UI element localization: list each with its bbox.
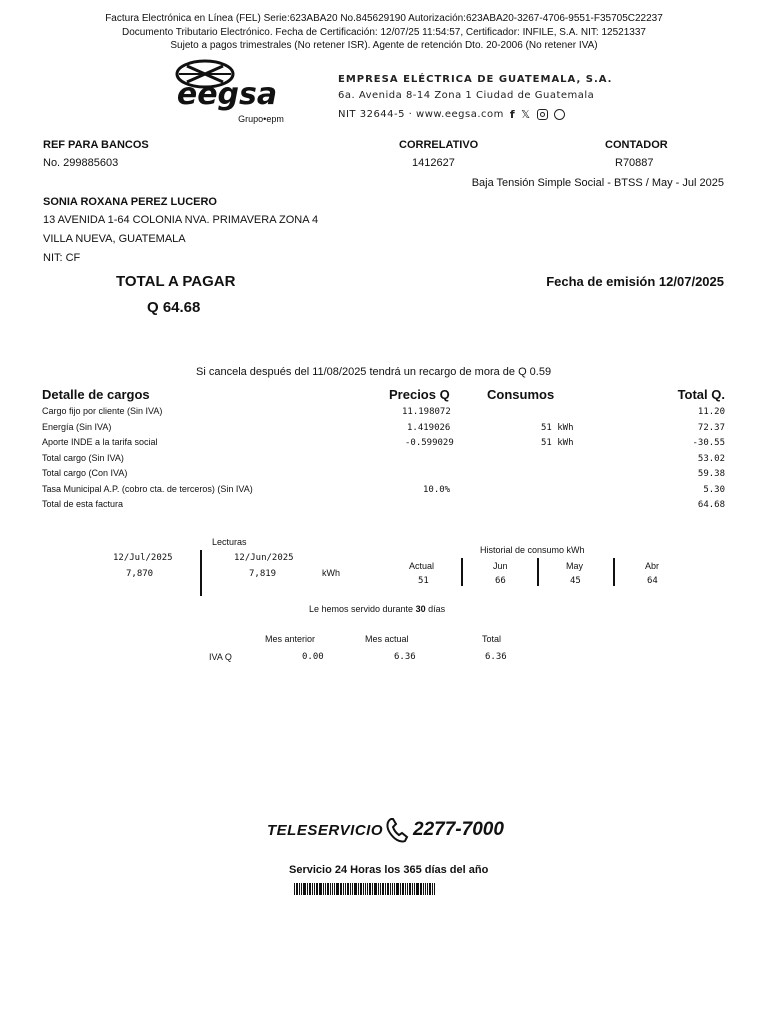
total-label: TOTAL A PAGAR	[116, 273, 236, 290]
history-month-label: Abr	[645, 561, 660, 571]
charge-row-desc: Cargo fijo por cliente (Sin IVA)	[42, 406, 163, 416]
reading-value-previous: 7,819	[249, 569, 277, 579]
charge-row-consumo: 51 kWh	[541, 438, 574, 448]
charge-row-desc: Total cargo (Sin IVA)	[42, 453, 124, 463]
company-nit-web-text: NIT 32644-5 · www.eegsa.com	[338, 109, 504, 120]
service-days	[309, 604, 445, 614]
charge-row-desc: Total cargo (Con IVA)	[42, 468, 128, 478]
charge-row-total: 64.68	[697, 500, 725, 510]
history-divider	[613, 558, 615, 586]
facebook-icon: f	[509, 108, 516, 121]
customer-name: SONIA ROXANA PEREZ LUCERO	[43, 196, 217, 208]
customer-address-2: VILLA NUEVA, GUATEMALA	[43, 233, 186, 245]
actual-value: 51	[418, 576, 429, 586]
history-month-value: 45	[570, 576, 581, 586]
charges-header-precios: Precios Q	[389, 387, 450, 402]
fecha-emision: Fecha de emisión 12/07/2025	[546, 274, 724, 289]
lecturas-title: Lecturas	[212, 537, 247, 547]
iva-total-value: 6.36	[485, 652, 507, 662]
tarifa-period: Baja Tensión Simple Social - BTSS / May - Jul 2025	[471, 177, 724, 189]
historial-title: Historial de consumo kWh	[480, 545, 585, 555]
iva-header-prev: Mes anterior	[265, 634, 316, 644]
reading-date-previous: 12/Jun/2025	[234, 553, 294, 563]
history-month-value: 66	[495, 576, 506, 586]
iva-header-curr: Mes actual	[365, 634, 409, 644]
iva-prev-value: 0.00	[302, 652, 324, 662]
charge-row-desc: Aporte INDE a la tarifa social	[42, 437, 158, 447]
service-days-count: 30	[415, 604, 426, 614]
history-month-value: 64	[647, 576, 658, 586]
barcode	[294, 883, 474, 895]
ref-bancos-label: REF PARA BANCOS	[43, 139, 149, 151]
charges-header-total: Total Q.	[677, 387, 725, 402]
reading-value-current: 7,870	[126, 569, 154, 579]
charge-row-price: 1.419026	[407, 423, 451, 433]
history-divider	[461, 558, 463, 586]
teleservicio-banner	[267, 815, 504, 845]
fel-header-line-3: Sujeto a pagos trimestrales (No retener ISR). Agente de retención Dto. 20-2006 (No retener IVA)	[170, 40, 598, 51]
total-amount: Q 64.68	[147, 299, 201, 316]
charges-header-detalle: Detalle de cargos	[42, 387, 150, 402]
eegsa-wordmark: eegsa	[176, 77, 278, 112]
charge-row-desc: Total de esta factura	[42, 499, 124, 509]
instagram-icon	[537, 109, 548, 120]
actual-label: Actual	[409, 561, 435, 571]
iva-header-total: Total	[482, 634, 502, 644]
contador-label: CONTADOR	[605, 139, 668, 151]
readings-divider	[200, 550, 202, 596]
company-name: EMPRESA ELÉCTRICA DE GUATEMALA, S.A.	[338, 74, 613, 85]
eegsa-logo	[165, 58, 295, 126]
charge-row-total: 53.02	[697, 454, 725, 464]
iva-label: IVA Q	[209, 652, 232, 662]
ref-bancos-value: No. 299885603	[43, 157, 119, 169]
customer-address-1: 13 AVENIDA 1-64 COLONIA NVA. PRIMAVERA ZONA 4	[43, 214, 319, 226]
customer-nit: NIT: CF	[43, 252, 81, 264]
whatsapp-icon	[554, 109, 565, 120]
history-divider	[537, 558, 539, 586]
charges-header-consumos: Consumos	[487, 387, 555, 402]
reading-unit: kWh	[322, 568, 340, 578]
charge-row-total: 5.30	[703, 485, 725, 495]
grupo-epm-mark: Grupo•epm	[238, 114, 284, 124]
charge-row-price: 11.198072	[402, 407, 451, 417]
charge-row-price: -0.599029	[405, 438, 454, 448]
reading-date-current: 12/Jul/2025	[113, 553, 173, 563]
phone-icon	[385, 815, 411, 845]
charge-row-total: 59.38	[697, 469, 725, 479]
x-icon: 𝕏	[521, 108, 531, 121]
correlativo-value: 1412627	[412, 157, 455, 169]
correlativo-label: CORRELATIVO	[399, 139, 479, 151]
teleservicio-label: TELESERVICIO	[267, 821, 384, 839]
charge-row-price: 10.0%	[423, 485, 451, 495]
charge-row-desc: Energía (Sin IVA)	[42, 422, 112, 432]
service-days-suffix: días	[428, 604, 446, 614]
service-days-prefix: Le hemos servido durante	[309, 604, 414, 614]
charge-row-total: 72.37	[697, 423, 725, 433]
charge-row-desc: Tasa Municipal A.P. (cobro cta. de terceros) (Sin IVA)	[42, 484, 253, 494]
recargo-notice: Si cancela después del 11/08/2025 tendrá un recargo de mora de Q 0.59	[196, 366, 552, 378]
contador-value: R70887	[615, 157, 654, 169]
history-month-label: May	[566, 561, 584, 571]
company-nit-web	[338, 108, 565, 121]
charge-row-consumo: 51 kWh	[541, 423, 574, 433]
teleservicio-note: Servicio 24 Horas los 365 días del año	[289, 864, 489, 876]
iva-curr-value: 6.36	[394, 652, 416, 662]
history-month-label: Jun	[493, 561, 508, 571]
teleservicio-phone: 2277-7000	[413, 819, 504, 840]
company-address: 6a. Avenida 8-14 Zona 1 Ciudad de Guatemala	[338, 90, 595, 101]
fel-header-line-1: Factura Electrónica en Línea (FEL) Serie:623ABA20 No.845629190 Autorización:623ABA20-3267-4706-9551-F35705C22237	[105, 13, 663, 24]
charge-row-total: 11.20	[697, 407, 725, 417]
charge-row-total: -30.55	[692, 438, 725, 448]
fel-header-line-2: Documento Tributario Electrónico. Fecha de Certificación: 12/07/25 11:54:57, Certificador: INFILE, S.A. NIT: 12521337	[122, 27, 646, 38]
